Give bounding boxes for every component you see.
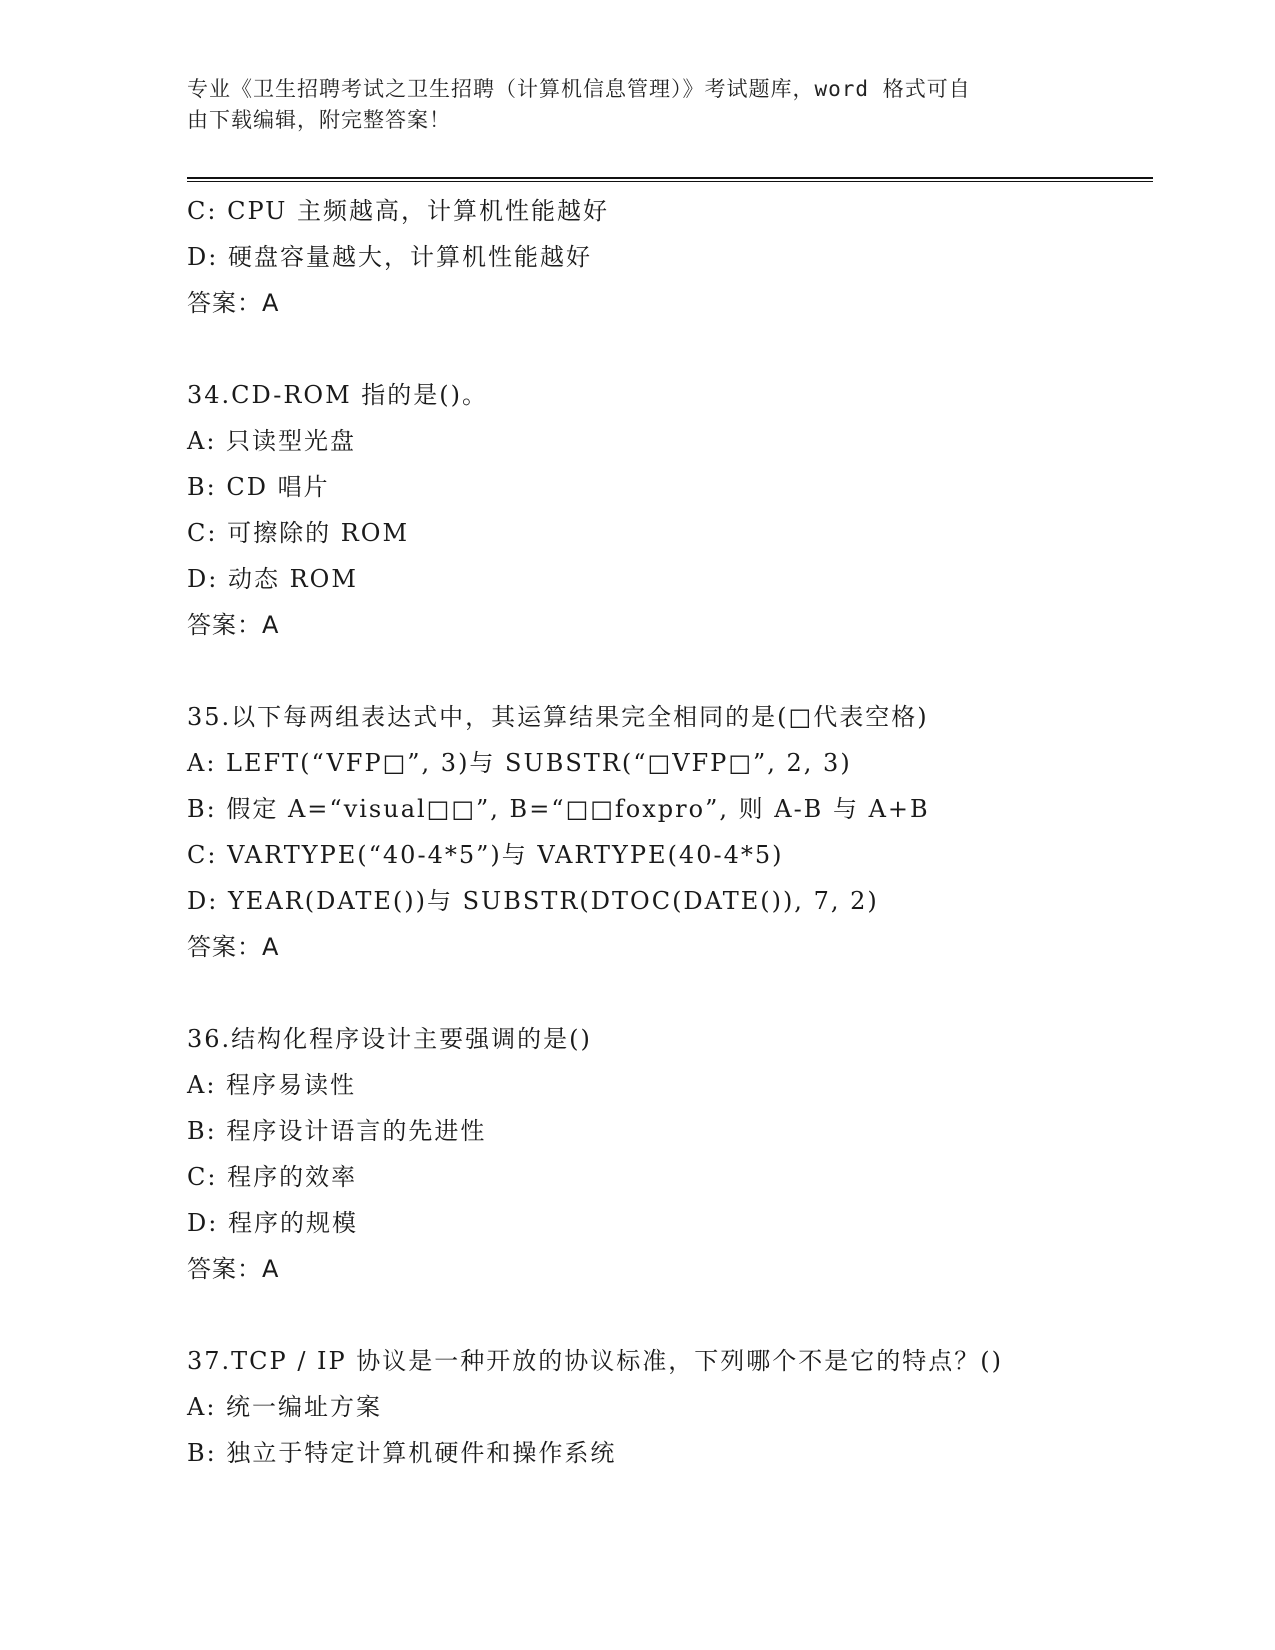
question-stem: 36.结构化程序设计主要强调的是()	[187, 1025, 592, 1053]
spacer	[187, 1292, 1153, 1338]
question-block-33-tail	[187, 188, 1153, 326]
question-block-37	[187, 1338, 1153, 1476]
option-a: A: 只读型光盘	[187, 427, 357, 455]
option-c: C: 可擦除的 ROM	[187, 519, 410, 547]
page-header	[187, 74, 1087, 136]
spacer	[187, 326, 1153, 372]
option-d: D: 程序的规模	[187, 1209, 358, 1237]
header-divider	[187, 177, 1153, 182]
option-b: B: 假定 A=“visual□□”, B=“□□foxpro”, 则 A-B 与 A+B	[187, 795, 930, 823]
option-a: A: LEFT(“VFP□”, 3)与 SUBSTR(“□VFP□”, 2, 3)	[187, 749, 852, 777]
option-c: C: CPU 主频越高，计算机性能越好	[187, 197, 610, 225]
question-stem: 34.CD-ROM 指的是()。	[187, 381, 489, 409]
spacer	[187, 648, 1153, 694]
question-block-35	[187, 694, 1153, 970]
option-d: D: YEAR(DATE())与 SUBSTR(DTOC(DATE()), 7, 2)	[187, 887, 879, 915]
answer-line: 答案：A	[187, 1255, 280, 1283]
question-list	[187, 188, 1153, 1476]
option-c: C: VARTYPE(“40-4*5”)与 VARTYPE(40-4*5)	[187, 841, 784, 869]
header-line-2: 由下载编辑，附完整答案！	[187, 108, 451, 132]
answer-line: 答案：A	[187, 289, 280, 317]
question-stem: 35.以下每两组表达式中，其运算结果完全相同的是(□代表空格)	[187, 703, 929, 731]
question-stem: 37.TCP / IP 协议是一种开放的协议标准，下列哪个不是它的特点？()	[187, 1347, 1004, 1375]
option-a: A: 统一编址方案	[187, 1393, 383, 1421]
header-line-1: 专业《卫生招聘考试之卫生招聘（计算机信息管理）》考试题库，word 格式可自	[187, 77, 971, 101]
spacer	[187, 970, 1153, 1016]
question-block-36	[187, 1016, 1153, 1292]
answer-line: 答案：A	[187, 611, 280, 639]
option-a: A: 程序易读性	[187, 1071, 357, 1099]
option-b: B: 程序设计语言的先进性	[187, 1117, 487, 1145]
option-b: B: 独立于特定计算机硬件和操作系统	[187, 1439, 617, 1467]
question-block-34	[187, 372, 1153, 648]
option-d: D: 硬盘容量越大，计算机性能越好	[187, 243, 592, 271]
option-d: D: 动态 ROM	[187, 565, 358, 593]
answer-line: 答案：A	[187, 933, 280, 961]
option-c: C: 程序的效率	[187, 1163, 358, 1191]
option-b: B: CD 唱片	[187, 473, 330, 501]
